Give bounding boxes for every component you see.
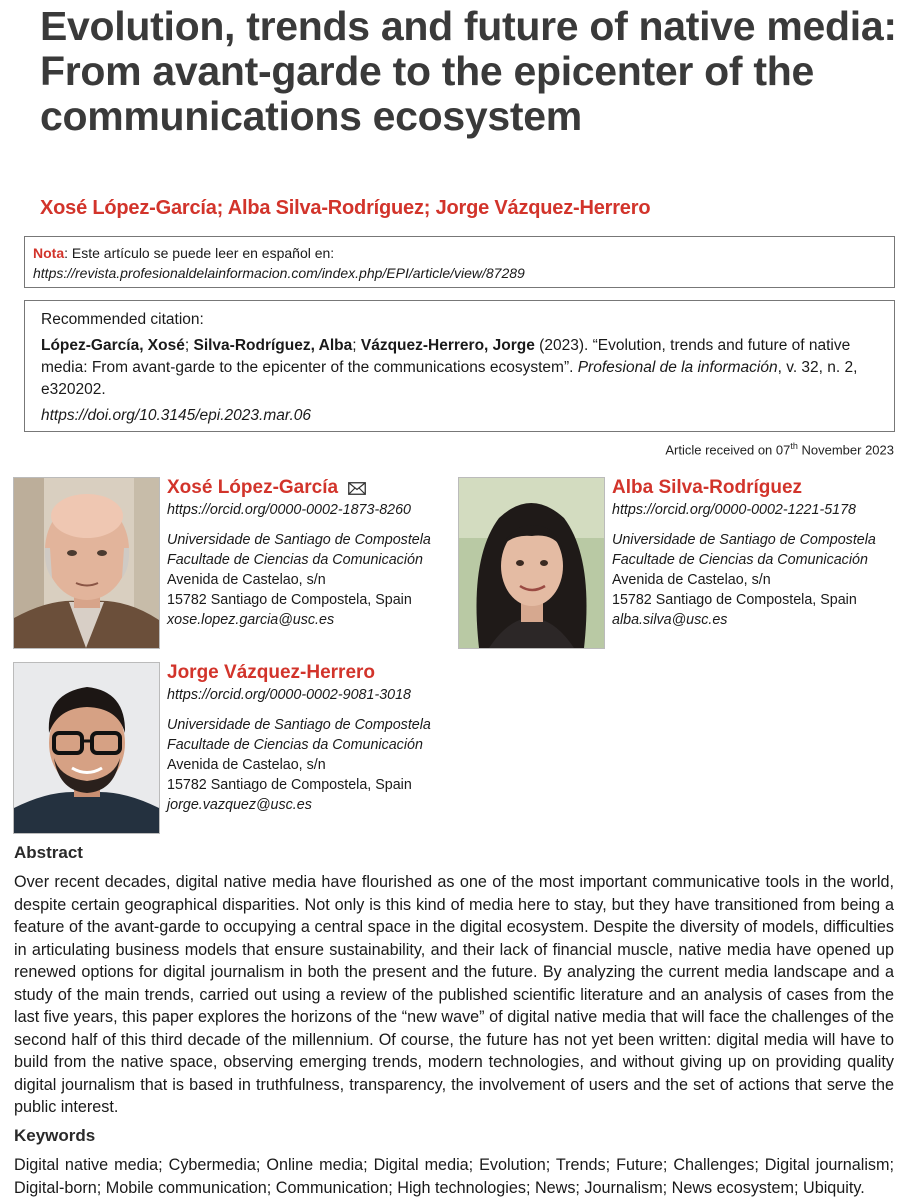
author-street: Avenida de Castelao, s/n bbox=[167, 572, 326, 588]
orcid-link[interactable]: https://orcid.org/0000-0002-1873-8260 bbox=[167, 502, 412, 518]
note-label: Nota bbox=[33, 245, 65, 261]
received-prefix: Article received on 07 bbox=[665, 442, 791, 458]
recommended-citation bbox=[24, 300, 895, 432]
author-university: Universidade de Santiago de Compostela bbox=[167, 717, 431, 733]
spanish-version-note bbox=[24, 236, 895, 288]
citation-body: (2023). “Evolution, trends and future of native media: From avant-garde to the epicenter of the communications ecosystem”. bbox=[41, 337, 851, 376]
citation-author-1: López-García, Xosé bbox=[41, 337, 185, 354]
author-photo-lopez-garcia bbox=[13, 477, 160, 649]
citation-volume: , v. 32, n. 2, e320202. bbox=[41, 359, 858, 398]
author-university: Universidade de Santiago de Compostela bbox=[167, 532, 431, 548]
citation-author-2: Silva-Rodríguez, Alba bbox=[193, 337, 353, 354]
citation-author-3: Vázquez-Herrero, Jorge bbox=[360, 337, 535, 354]
abstract-heading: Abstract bbox=[14, 843, 83, 862]
keywords-heading: Keywords bbox=[14, 1126, 96, 1145]
received-date bbox=[665, 441, 894, 457]
citation-heading: Recommended citation: bbox=[41, 311, 204, 328]
author-photo-vazquez-herrero bbox=[13, 662, 160, 834]
author-photo-silva-rodriguez bbox=[458, 477, 605, 649]
author-name: Alba Silva-Rodríguez bbox=[612, 477, 803, 498]
citation-doi-link[interactable]: https://doi.org/10.3145/epi.2023.mar.06 bbox=[41, 407, 312, 424]
author-card-silva-rodriguez bbox=[612, 476, 902, 630]
paper-title: Evolution, trends and future of native media: From avant-garde to the epicenter of the communications ecosystem bbox=[40, 3, 897, 139]
author-faculty: Facultade de Ciencias da Comunicación bbox=[167, 552, 423, 568]
received-suffix: November 2023 bbox=[797, 442, 894, 458]
author-city: 15782 Santiago de Compostela, Spain bbox=[167, 777, 412, 793]
citation-separator: ; bbox=[352, 337, 361, 354]
received-sup: th bbox=[790, 441, 798, 451]
orcid-link[interactable]: https://orcid.org/0000-0002-9081-3018 bbox=[167, 687, 412, 703]
author-card-lopez-garcia bbox=[167, 476, 457, 630]
author-card-vazquez-herrero bbox=[167, 661, 457, 815]
author-faculty: Facultade de Ciencias da Comunicación bbox=[612, 552, 868, 568]
author-name: Jorge Vázquez-Herrero bbox=[167, 662, 376, 683]
mail-icon[interactable] bbox=[348, 482, 366, 495]
author-email-link[interactable]: alba.silva@usc.es bbox=[612, 612, 728, 628]
citation-text bbox=[41, 335, 878, 401]
author-city: 15782 Santiago de Compostela, Spain bbox=[612, 592, 857, 608]
keywords-text: Digital native media; Cybermedia; Online media; Digital media; Evolution; Trends; Future; Challenges; Digital journalism; Digital-born; Mobile communication; Communication; High technologies; News; Journalism; News ecosystem; Ubiquity. bbox=[14, 1156, 894, 1197]
author-street: Avenida de Castelao, s/n bbox=[167, 757, 326, 773]
author-name: Xosé López-García bbox=[167, 477, 339, 498]
citation-separator: ; bbox=[184, 337, 194, 354]
author-university: Universidade de Santiago de Compostela bbox=[612, 532, 876, 548]
author-street: Avenida de Castelao, s/n bbox=[612, 572, 771, 588]
author-email-link[interactable]: xose.lopez.garcia@usc.es bbox=[167, 612, 335, 628]
author-city: 15782 Santiago de Compostela, Spain bbox=[167, 592, 412, 608]
author-faculty: Facultade de Ciencias da Comunicación bbox=[167, 737, 423, 753]
note-url-link[interactable]: https://revista.profesionaldelainformacion.com/index.php/EPI/article/view/87289 bbox=[33, 265, 525, 281]
citation-journal: Profesional de la información bbox=[577, 359, 778, 376]
abstract-text: Over recent decades, digital native media have flourished as one of the most important communicative tools in the world, despite certain geographical disparities. Not only is this kind of media here to stay, but they have transitioned from being a feature of the avant-garde to occupying a central space in the digital ecosystem. Despite the diversity of models, difficulties in articulating business models that ensure sustainability, and their lack of financial muscle, native media have opened up renewed options for digital journalism in both the present and the future. By analyzing the current media landscape and a study of the main trends, carried out using a review of the published scientific literature and an analysis of cases from the last five years, this paper explores the horizons of the “new wave” of digital native media that will face the challenges of the second half of this third decade of the millennium. Of course, the future has not yet been written: digital media will have to build from the native space, observing emerging trends, modern technologies, and without giving up on providing quality digital journalism that is based in truthfulness, transparency, the involvement of users and the set of actions that serve the public interest. bbox=[14, 873, 894, 1116]
author-list: Xosé López-García; Alba Silva-Rodríguez; Jorge Vázquez-Herrero bbox=[40, 197, 651, 219]
author-email-link[interactable]: jorge.vazquez@usc.es bbox=[167, 797, 312, 813]
orcid-link[interactable]: https://orcid.org/0000-0002-1221-5178 bbox=[612, 502, 857, 518]
note-text: : Este artículo se puede leer en español en: bbox=[64, 245, 335, 261]
